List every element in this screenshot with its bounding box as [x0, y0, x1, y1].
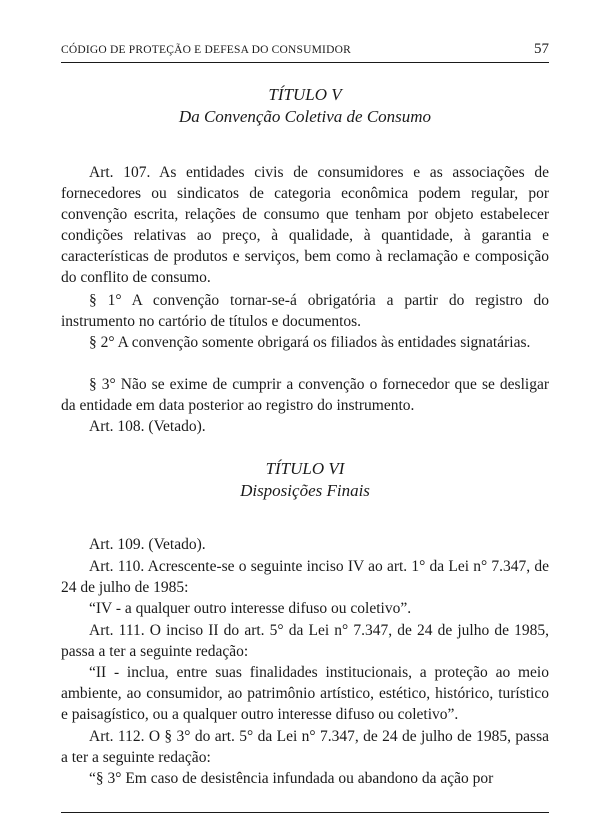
title-vi-heading: TÍTULO VI — [265, 459, 345, 478]
running-title: CÓDIGO DE PROTEÇÃO E DEFESA DO CONSUMIDOR — [61, 44, 351, 56]
article-110: Art. 110. Acrescente-se o seguinte inciso IV ao art. 1° da Lei n° 7.347, de 24 de julho de 1985: — [61, 558, 549, 596]
title-v-subtitle: Da Convenção Coletiva de Consumo — [178, 107, 432, 126]
page-number: 57 — [534, 41, 549, 57]
footer-rule — [61, 812, 549, 813]
page-header — [61, 41, 549, 63]
article-111: Art. 111. O inciso II do art. 5° da Lei n° 7.347, de 24 de julho de 1985, passa a ter a seguinte redação: — [61, 622, 549, 660]
article-108: Art. 108. (Vetado). — [89, 418, 206, 435]
article-109: Art. 109. (Vetado). — [89, 536, 206, 553]
title-vi-subtitle: Disposições Finais — [240, 481, 370, 500]
article-110-quote: “IV - a qualquer outro interesse difuso ou coletivo”. — [89, 600, 412, 617]
title-v-heading: TÍTULO V — [268, 85, 342, 104]
article-112: Art. 112. O § 3° do art. 5° da Lei n° 7.347, de 24 de julho de 1985, passa a ter a seguinte redação: — [61, 728, 549, 766]
article-107-paragraph-3: § 3° Não se exime de cumprir a convenção o fornecedor que se desligar da entidade em data posterior ao registro do instrumento. — [61, 376, 549, 414]
article-107-paragraph-2: § 2° A convenção somente obrigará os filiados às entidades signatárias. — [89, 334, 531, 351]
article-107-paragraph-1: § 1° A convenção tornar-se-á obrigatória a partir do registro do instrumento no cartório de títulos e documentos. — [61, 292, 549, 330]
article-111-quote: “II - inclua, entre suas finalidades institucionais, a proteção ao meio ambiente, ao consumidor, ao patrimônio artístico, estético, histórico, turístico e paisagístico, ou a qualquer outro interesse difuso ou coletivo”. — [61, 664, 549, 723]
article-107: Art. 107. As entidades civis de consumidores e as associações de fornecedores ou sindicatos de categoria econômica podem regular, por convenção escrita, relações de consumo que tenham por objeto estabelecer condições relativas ao preço, à qualidade, à quantidade, à garantia e características de produtos e serviços, bem como à reclamação e composição do conflito de consumo. — [61, 164, 549, 286]
article-112-quote: “§ 3° Em caso de desistência infundada ou abandono da ação por — [89, 770, 494, 787]
